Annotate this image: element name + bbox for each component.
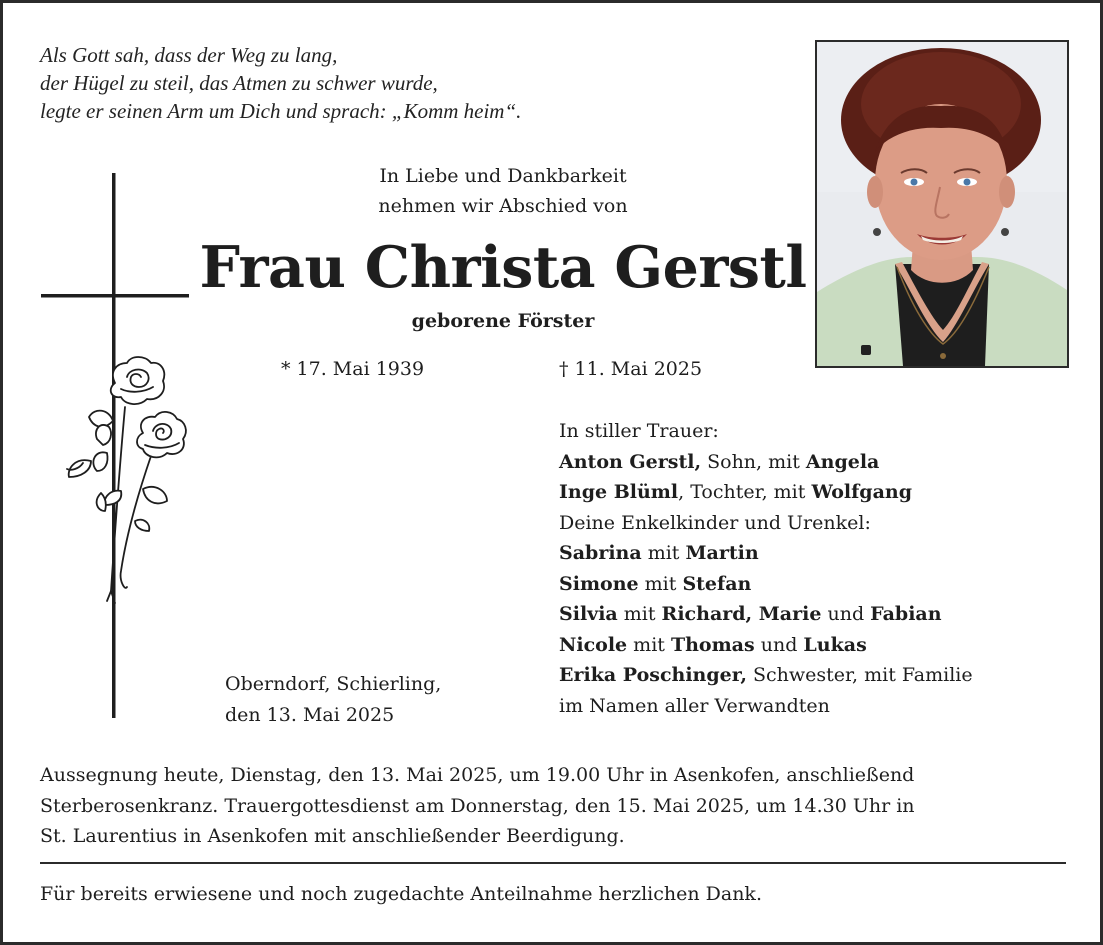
mourner-row (559, 691, 973, 722)
mourner-name: Nicole (559, 633, 628, 656)
date-line: den 13. Mai 2025 (225, 703, 395, 726)
roses-icon (67, 357, 186, 603)
birth-date: * 17. Mai 1939 (281, 358, 425, 380)
thanks-line: Für bereits erwiesene und noch zugedachte Anteilnahme herzlichen Dank. (40, 883, 762, 905)
death-date: † 11. Mai 2025 (559, 358, 703, 380)
deceased-name: Frau Christa Gerstl (199, 234, 807, 301)
mourner-name: Martin (685, 542, 759, 564)
intro-line: In Liebe und Dankbarkeit (379, 165, 627, 187)
mourner-row (559, 630, 973, 661)
cross-icon (39, 171, 199, 723)
verse-line: Als Gott sah, dass der Weg zu lang, (40, 43, 338, 67)
place-line: Oberndorf, Schierling, (225, 673, 442, 695)
mourners-heading: In stiller Trauer: (559, 420, 719, 442)
place-and-date (225, 669, 441, 730)
mourner-row (559, 447, 973, 478)
mourner-relation: mit (617, 603, 662, 625)
mourner-row (559, 538, 973, 569)
service-notice (40, 760, 1070, 852)
mourner-name: Stefan (682, 572, 752, 595)
mourners-list (559, 416, 973, 721)
portrait-photo (815, 40, 1069, 368)
mourner-row (559, 599, 973, 630)
mourner-relation: Deine Enkelkinder und Urenkel: (559, 511, 871, 534)
mourner-name: Richard, Marie (661, 603, 822, 625)
notice-line: Sterberosenkranz. Trauergottesdienst am Donnerstag, den 15. Mai 2025, um 14.30 Uhr in (40, 794, 915, 817)
mourner-name: Lukas (803, 633, 867, 656)
mourner-name: Wolfgang (811, 481, 912, 503)
mourner-rows (559, 447, 973, 722)
mourner-relation: und (754, 633, 804, 656)
mourner-name: Simone (559, 572, 639, 595)
mourner-row (559, 569, 973, 600)
verse-line: der Hügel zu steil, das Atmen zu schwer wurde, (40, 71, 438, 95)
farewell-intro (203, 161, 803, 221)
mourner-name: Thomas (670, 633, 755, 656)
divider-line (40, 862, 1066, 864)
verse-quote (40, 41, 521, 125)
intro-line: nehmen wir Abschied von (378, 195, 628, 217)
mourner-relation: mit (627, 633, 671, 656)
mourner-relation: mit (638, 572, 683, 595)
notice-line: Aussegnung heute, Dienstag, den 13. Mai 2025, um 19.00 Uhr in Asenkofen, anschließend (40, 764, 915, 786)
mourner-name: Inge Blüml (559, 481, 679, 503)
portrait-image (817, 42, 1067, 366)
notice-line: St. Laurentius in Asenkofen mit anschließender Beerdigung. (40, 825, 625, 847)
mourner-name: Fabian (870, 603, 942, 625)
mourner-relation: im Namen aller Verwandten (559, 694, 830, 717)
mourner-relation: Schwester, mit Familie (746, 664, 973, 686)
mourner-name: Anton Gerstl, (559, 450, 702, 473)
mourner-name: Erika Poschinger, (559, 664, 747, 686)
mourner-row (559, 477, 973, 508)
mourner-relation: und (821, 603, 871, 625)
cross-with-roses (39, 171, 199, 723)
mourner-relation: , Tochter, mit (678, 481, 812, 503)
birth-name: geborene Förster (411, 310, 595, 332)
mourner-relation: mit (641, 542, 686, 564)
mourner-row (559, 660, 973, 691)
mourner-name: Angela (805, 450, 880, 473)
mourner-name: Sabrina (559, 542, 642, 564)
mourner-name: Silvia (559, 603, 618, 625)
mourner-relation: Sohn, mit (701, 450, 806, 473)
mourner-row (559, 508, 973, 539)
verse-line: legte er seinen Arm um Dich und sprach: „Komm heim“. (40, 99, 522, 123)
